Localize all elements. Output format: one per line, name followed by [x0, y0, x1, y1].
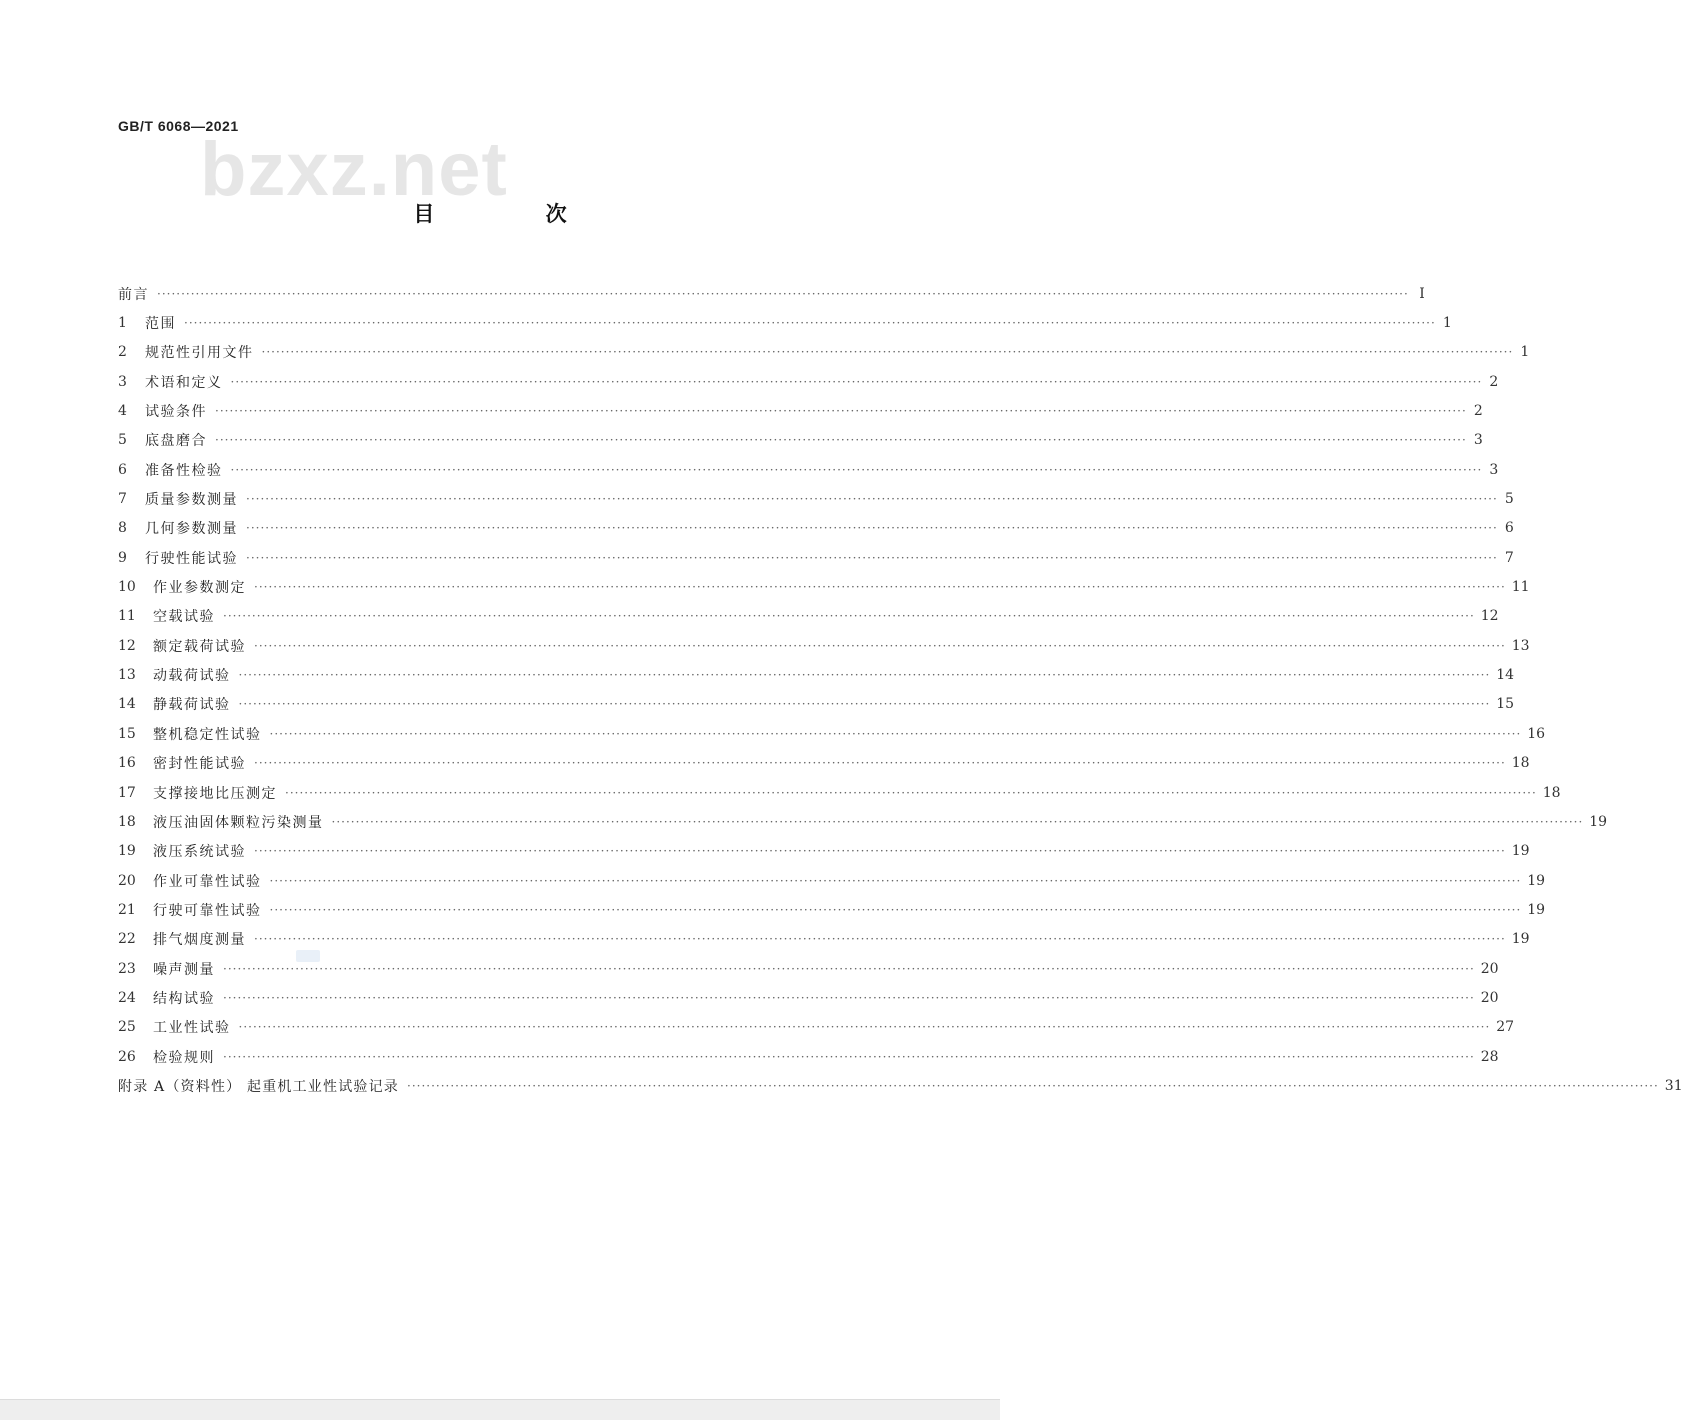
toc-entry-number: 7	[118, 491, 127, 508]
toc-entry-number: 19	[118, 843, 136, 860]
toc-entry-label: 噪声测量	[153, 961, 215, 978]
toc-entry-page: 20	[1480, 960, 1499, 977]
toc-entry-page: 1	[1442, 315, 1452, 332]
toc-entry-number: 14	[118, 696, 136, 713]
toc-entry-page: 3	[1489, 461, 1499, 478]
toc-entry[interactable]	[118, 866, 1546, 895]
toc-leader-dots: ····································································································································································································································································	[269, 902, 1522, 917]
toc-entry[interactable]	[118, 778, 1561, 807]
toc-entry-label: 术语和定义	[145, 374, 223, 391]
toc-entry[interactable]	[118, 895, 1546, 924]
toc-entry-label: 空载试验	[153, 609, 215, 626]
toc-entry-page: 7	[1504, 549, 1514, 566]
toc-entry-number: 4	[118, 403, 127, 420]
toc-entry[interactable]	[118, 455, 1499, 484]
toc-entry[interactable]	[118, 396, 1483, 425]
toc-entry-page: 15	[1496, 696, 1515, 713]
toc-entry-number: 16	[118, 755, 136, 772]
toc-entry-page: 2	[1473, 403, 1483, 420]
toc-leader-dots: ····································································································································································································································································	[254, 580, 1506, 595]
toc-entry-label: 行驶性能试验	[145, 550, 238, 567]
standard-code: GB/T 6068—2021	[118, 118, 239, 134]
toc-entry[interactable]	[118, 1071, 1683, 1100]
toc-entry-number: 17	[118, 784, 136, 801]
toc-entry[interactable]	[118, 338, 1530, 367]
toc-entry[interactable]	[118, 279, 1425, 308]
toc-entry-label: 准备性检验	[145, 462, 223, 479]
toc-entry-page: 6	[1504, 520, 1514, 537]
toc-leader-dots: ····································································································································································································································································	[269, 873, 1522, 888]
toc-leader-dots: ····································································································································································································································································	[184, 316, 1436, 331]
toc-entry-number: 15	[118, 725, 136, 742]
viewer-bottom-bar	[0, 1399, 1000, 1420]
toc-entry-label: 几何参数测量	[145, 521, 238, 538]
toc-entry-number: 18	[118, 813, 136, 830]
toc-entry-label: 排气烟度测量	[153, 932, 246, 949]
toc-entry-page: 20	[1480, 989, 1499, 1006]
toc-entry-number: 8	[118, 520, 127, 537]
toc-entry-label: 液压系统试验	[153, 844, 246, 861]
toc-entry-page: 18	[1542, 784, 1561, 801]
toc-entry-page: 14	[1496, 667, 1515, 684]
toc-entry-number: 25	[118, 1019, 136, 1036]
toc-entry-page: 18	[1511, 755, 1530, 772]
toc-entry-number: 11	[118, 608, 136, 625]
toc-entry-label: 动载荷试验	[153, 668, 231, 685]
toc-entry-number: 9	[118, 549, 127, 566]
toc-leader-dots: ····································································································································································································································································	[407, 1078, 1659, 1093]
toc-entry-number: 26	[118, 1048, 136, 1065]
toc-entry-label: 工业性试验	[153, 1020, 231, 1037]
toc-leader-dots: ····································································································································································································································································	[223, 961, 1475, 976]
toc-entry-label: 规范性引用文件	[145, 345, 254, 362]
toc-entry[interactable]	[118, 660, 1515, 689]
toc-leader-dots: ····································································································································································································································································	[230, 374, 1483, 389]
page-title-text: 目 次	[413, 202, 619, 226]
toc-entry-label: 前言	[118, 286, 149, 303]
toc-entry-page: 1	[1520, 344, 1530, 361]
toc-entry[interactable]	[118, 837, 1530, 866]
page-title	[0, 198, 980, 228]
toc-entry-number: 6	[118, 461, 127, 478]
toc-leader-dots: ····································································································································································································································································	[215, 404, 1467, 419]
toc-entry[interactable]	[118, 954, 1499, 983]
toc-entry[interactable]	[118, 572, 1530, 601]
toc-entry-number: 5	[118, 432, 127, 449]
toc-entry-label: 作业可靠性试验	[153, 873, 262, 890]
toc-entry-page: 31	[1664, 1077, 1683, 1094]
toc-entry[interactable]	[118, 308, 1452, 337]
toc-entry[interactable]	[118, 484, 1514, 513]
toc-entry-label: 检验规则	[153, 1049, 215, 1066]
toc-entry-page: 12	[1480, 608, 1499, 625]
toc-leader-dots: ····································································································································································································································································	[223, 609, 1475, 624]
toc-entry-number: 2	[118, 344, 127, 361]
toc-entry-label: 质量参数测量	[145, 492, 238, 509]
toc-entry-label: 试验条件	[145, 404, 207, 421]
toc-entry[interactable]	[118, 1042, 1499, 1071]
toc-leader-dots: ····································································································································································································································································	[246, 492, 1498, 507]
toc-entry-number: 22	[118, 931, 136, 948]
toc-entry-page: 2	[1489, 373, 1499, 390]
toc-entry[interactable]	[118, 719, 1546, 748]
toc-leader-dots: ····································································································································································································································································	[254, 844, 1506, 859]
toc-leader-dots: ····································································································································································································································································	[254, 638, 1506, 653]
toc-entry-page: 11	[1511, 579, 1530, 596]
toc-entry[interactable]	[118, 983, 1499, 1012]
toc-entry[interactable]	[118, 514, 1514, 543]
toc-leader-dots: ····································································································································································································································································	[238, 1020, 1491, 1035]
toc-entry-page: 19	[1527, 901, 1546, 918]
stamp-icon	[296, 950, 320, 962]
toc-leader-dots: ····································································································································································································································································	[254, 932, 1506, 947]
toc-leader-dots: ····································································································································································································································································	[230, 462, 1483, 477]
toc-entry-number: 24	[118, 989, 136, 1006]
toc-leader-dots: ····································································································································································································································································	[215, 433, 1467, 448]
toc-entry-page: I	[1419, 285, 1425, 302]
toc-entry-label: 液压油固体颗粒污染测量	[153, 814, 324, 831]
toc-leader-dots: ····································································································································································································································································	[261, 345, 1514, 360]
toc-entry-number: 21	[118, 901, 136, 918]
toc-entry[interactable]	[118, 807, 1608, 836]
toc-entry-number: 1	[118, 315, 127, 332]
toc-entry-label: 行驶可靠性试验	[153, 902, 262, 919]
toc-entry-number: 23	[118, 960, 136, 977]
toc-entry-number: 10	[118, 579, 136, 596]
toc-entry-number: 3	[118, 373, 127, 390]
toc-entry-number: 13	[118, 667, 136, 684]
toc-entry-label: 整机稳定性试验	[153, 726, 262, 743]
toc-leader-dots: ····································································································································································································································································	[223, 1049, 1475, 1064]
toc-leader-dots: ····································································································································································································································································	[157, 286, 1409, 301]
toc-entry-page: 19	[1511, 931, 1530, 948]
table-of-contents	[118, 279, 1683, 1101]
toc-entry-page: 19	[1527, 872, 1546, 889]
toc-entry[interactable]	[118, 367, 1499, 396]
toc-leader-dots: ····································································································································································································································································	[254, 756, 1506, 771]
toc-entry-label: 底盘磨合	[145, 433, 207, 450]
toc-entry-label: 支撑接地比压测定	[153, 785, 277, 802]
toc-leader-dots: ····································································································································································································································································	[269, 726, 1522, 741]
toc-leader-dots: ····································································································································································································································································	[223, 990, 1475, 1005]
toc-entry-label: 额定载荷试验	[153, 638, 246, 655]
toc-entry[interactable]	[118, 602, 1499, 631]
toc-entry-number: 12	[118, 637, 136, 654]
toc-entry-page: 19	[1589, 813, 1608, 830]
toc-entry[interactable]	[118, 426, 1483, 455]
toc-entry[interactable]	[118, 543, 1514, 572]
toc-entry[interactable]	[118, 690, 1515, 719]
toc-leader-dots: ····································································································································································································································································	[246, 550, 1498, 565]
toc-entry-label: 结构试验	[153, 990, 215, 1007]
toc-entry-page: 28	[1480, 1048, 1499, 1065]
toc-entry-page: 27	[1496, 1019, 1515, 1036]
toc-leader-dots: ····································································································································································································································································	[238, 668, 1491, 683]
toc-leader-dots: ····································································································································································································································································	[331, 814, 1584, 829]
watermark-text: bzxz.net	[200, 127, 508, 212]
toc-entry-page: 16	[1527, 725, 1546, 742]
toc-entry-label: 作业参数测定	[153, 580, 246, 597]
toc-entry[interactable]	[118, 925, 1530, 954]
toc-entry[interactable]	[118, 1013, 1515, 1042]
toc-leader-dots: ····································································································································································································································································	[238, 697, 1491, 712]
toc-entry-page: 13	[1511, 637, 1530, 654]
toc-leader-dots: ····································································································································································································································································	[285, 785, 1537, 800]
toc-entry-page: 3	[1473, 432, 1483, 449]
toc-entry-label: 范围	[145, 316, 176, 333]
toc-leader-dots: ····································································································································································································································································	[246, 521, 1498, 536]
toc-entry-number: 20	[118, 872, 136, 889]
toc-entry[interactable]	[118, 749, 1530, 778]
toc-entry-page: 19	[1511, 843, 1530, 860]
toc-entry[interactable]	[118, 631, 1530, 660]
toc-entry-page: 5	[1504, 491, 1514, 508]
toc-entry-label: 附录 A（资料性） 起重机工业性试验记录	[118, 1078, 400, 1095]
toc-entry-label: 密封性能试验	[153, 756, 246, 773]
toc-entry-label: 静载荷试验	[153, 697, 231, 714]
